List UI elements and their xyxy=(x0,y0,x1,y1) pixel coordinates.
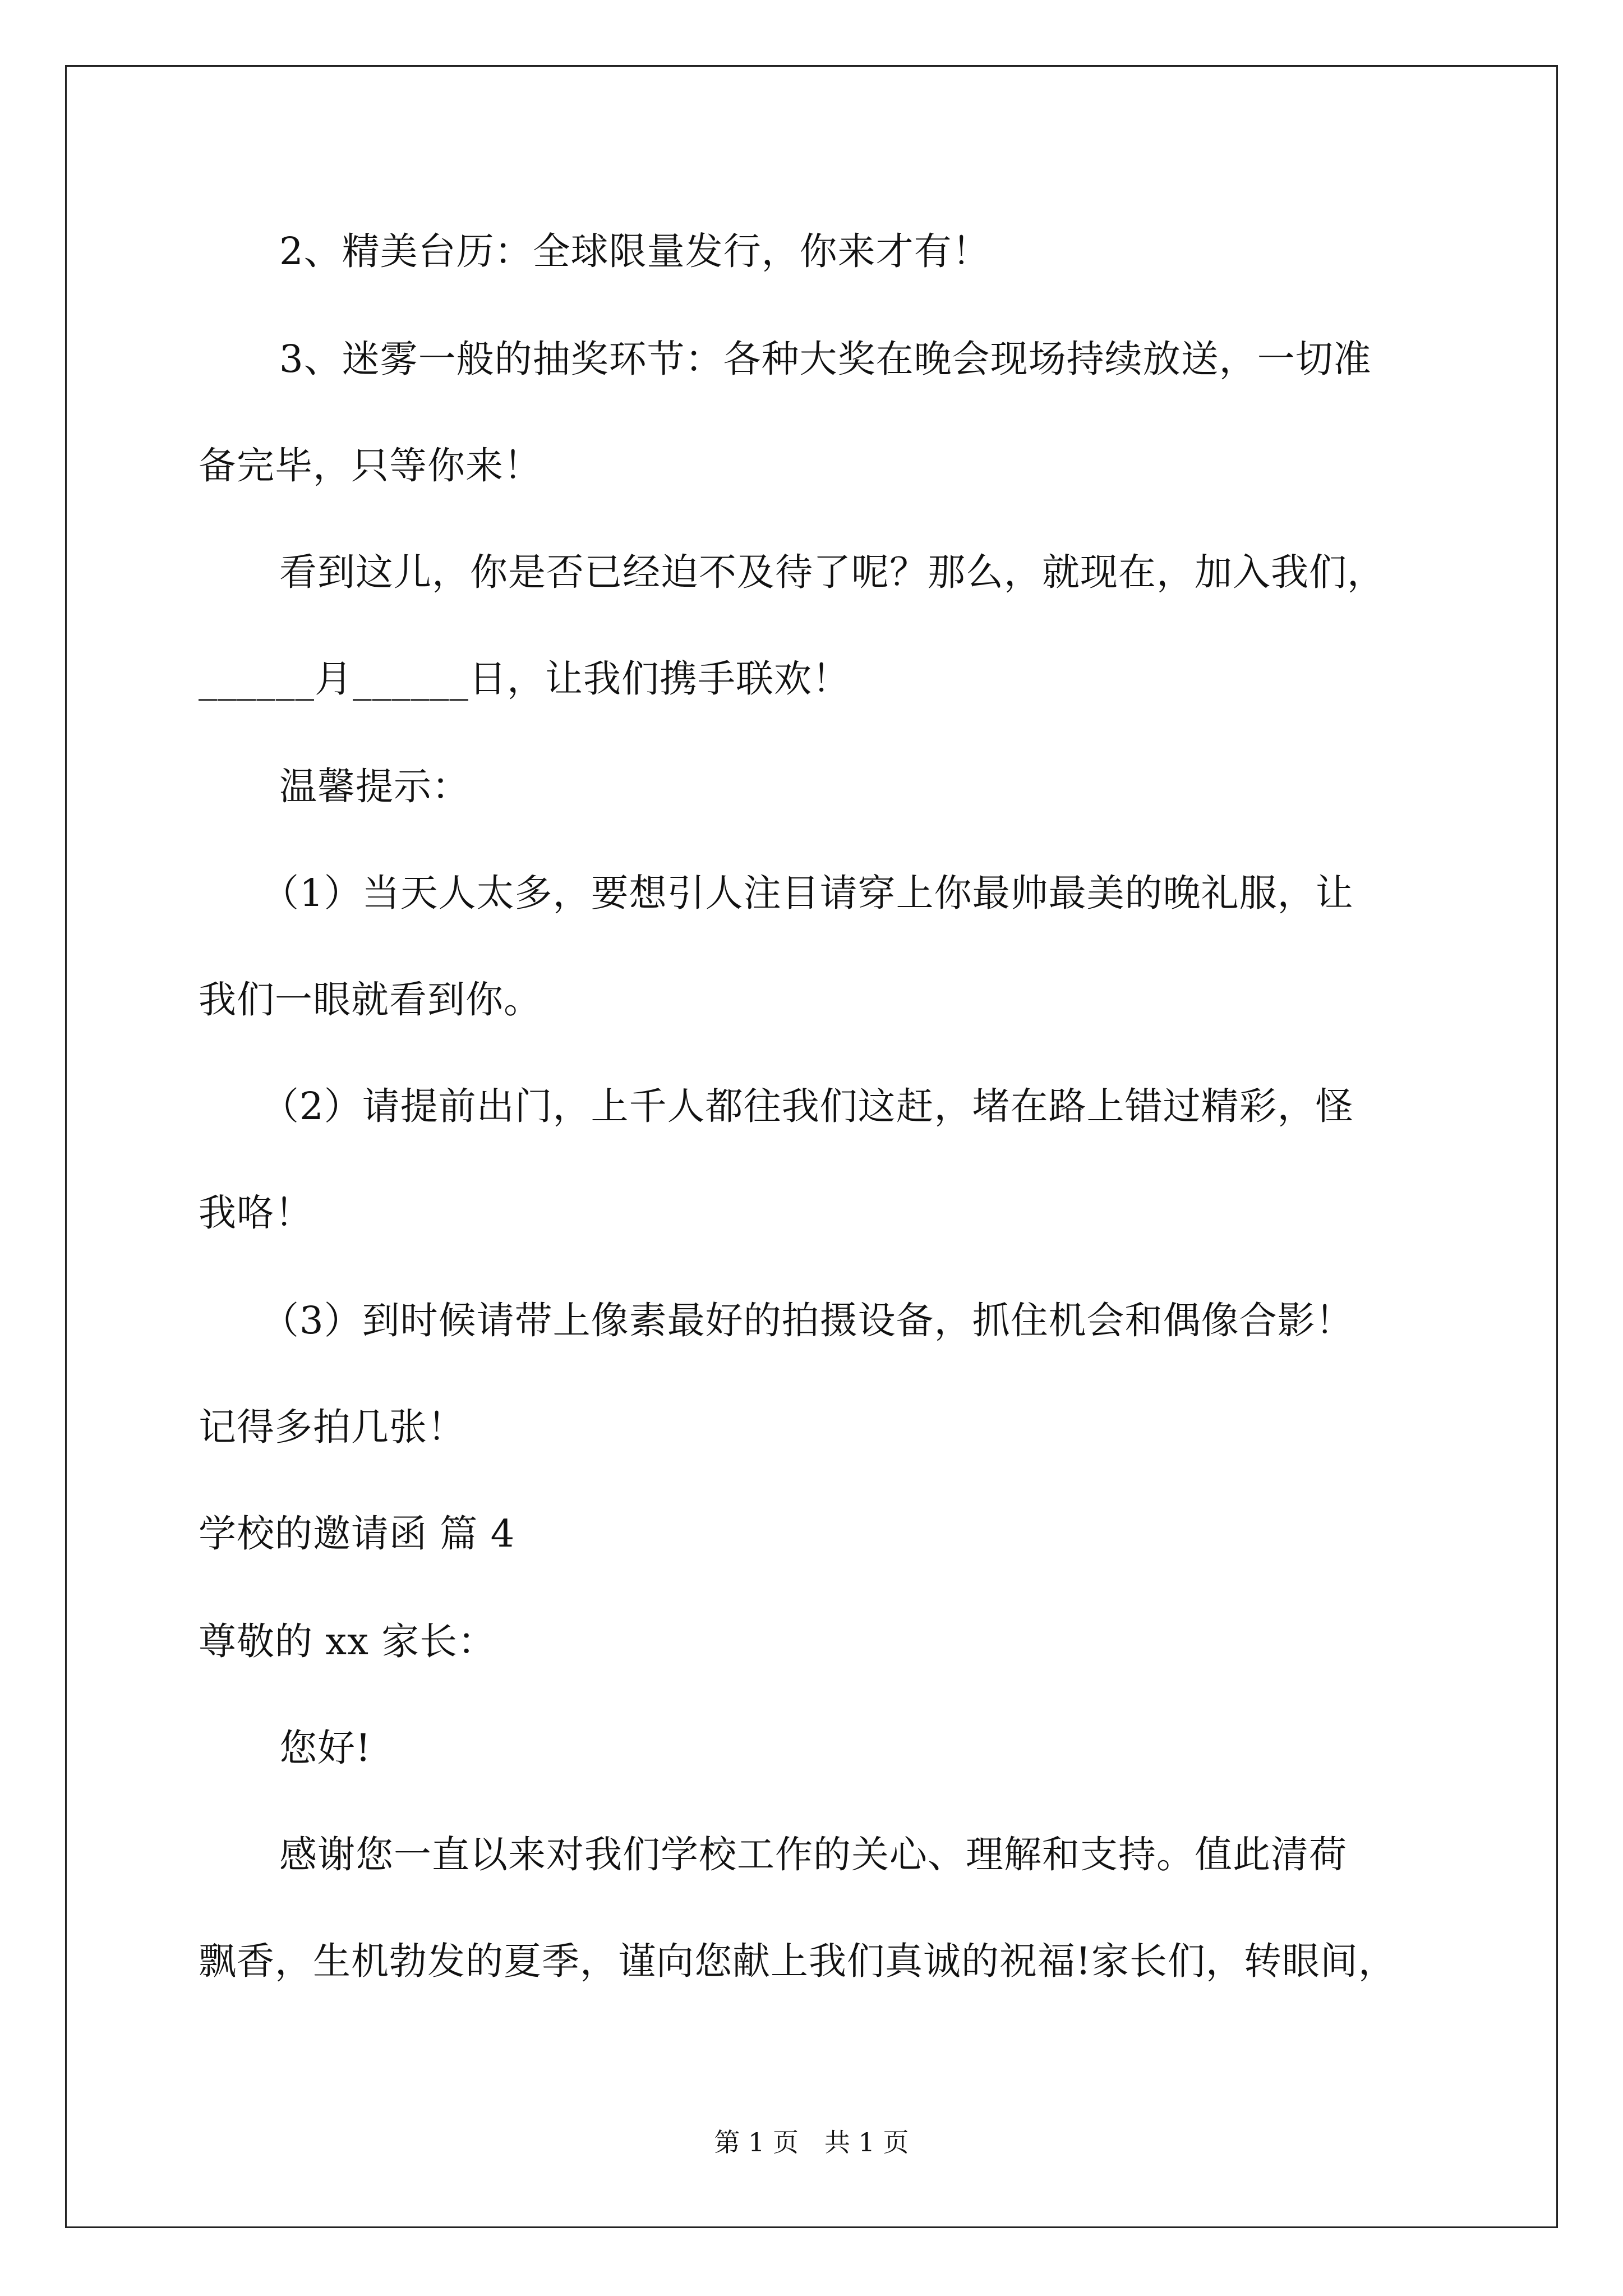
greeting: 您好! xyxy=(279,1726,371,1770)
tip-3-cont: 记得多拍几张！ xyxy=(199,1405,465,1449)
tip-3: （3）到时候请带上像素最好的拍摄设备，抓住机会和偶像合影！ xyxy=(261,1299,1354,1342)
page-border xyxy=(65,65,1558,2228)
paragraph-invite-date: ______月______日，让我们携手联欢！ xyxy=(199,657,850,701)
body-paragraph-cont: 飘香，生机勃发的夏季，谨向您献上我们真诚的祝福!家长们，转眼间， xyxy=(199,1939,1396,1983)
paragraph-invite: 看到这儿，你是否已经迫不及待了呢？那么，就现在，加入我们， xyxy=(279,550,1385,594)
tip-1: （1）当天人太多，要想引人注目请穿上你最帅最美的晚礼服，让 xyxy=(261,871,1354,915)
list-item-lottery-cont: 备完毕，只等你来！ xyxy=(199,444,542,487)
body-paragraph: 感谢您一直以来对我们学校工作的关心、理解和支持。值此清荷 xyxy=(279,1833,1347,1876)
tip-2-cont: 我咯！ xyxy=(199,1191,313,1235)
page-footer: 第 1 页 共 1 页 xyxy=(714,2127,909,2157)
tip-2: （2）请提前出门，上千人都往我们这赶，堵在路上错过精彩，怪 xyxy=(261,1084,1354,1128)
list-item-desk-calendar: 2、精美台历：全球限量发行，你来才有！ xyxy=(279,229,990,273)
tips-heading: 温馨提示： xyxy=(279,765,470,808)
section-title: 学校的邀请函 篇 4 xyxy=(199,1512,515,1556)
tip-1-cont: 我们一眼就看到你。 xyxy=(199,978,542,1022)
list-item-lottery: 3、迷雾一般的抽奖环节：各种大奖在晚会现场持续放送，一切准 xyxy=(279,337,1372,381)
salutation: 尊敬的 xx 家长： xyxy=(199,1619,496,1663)
